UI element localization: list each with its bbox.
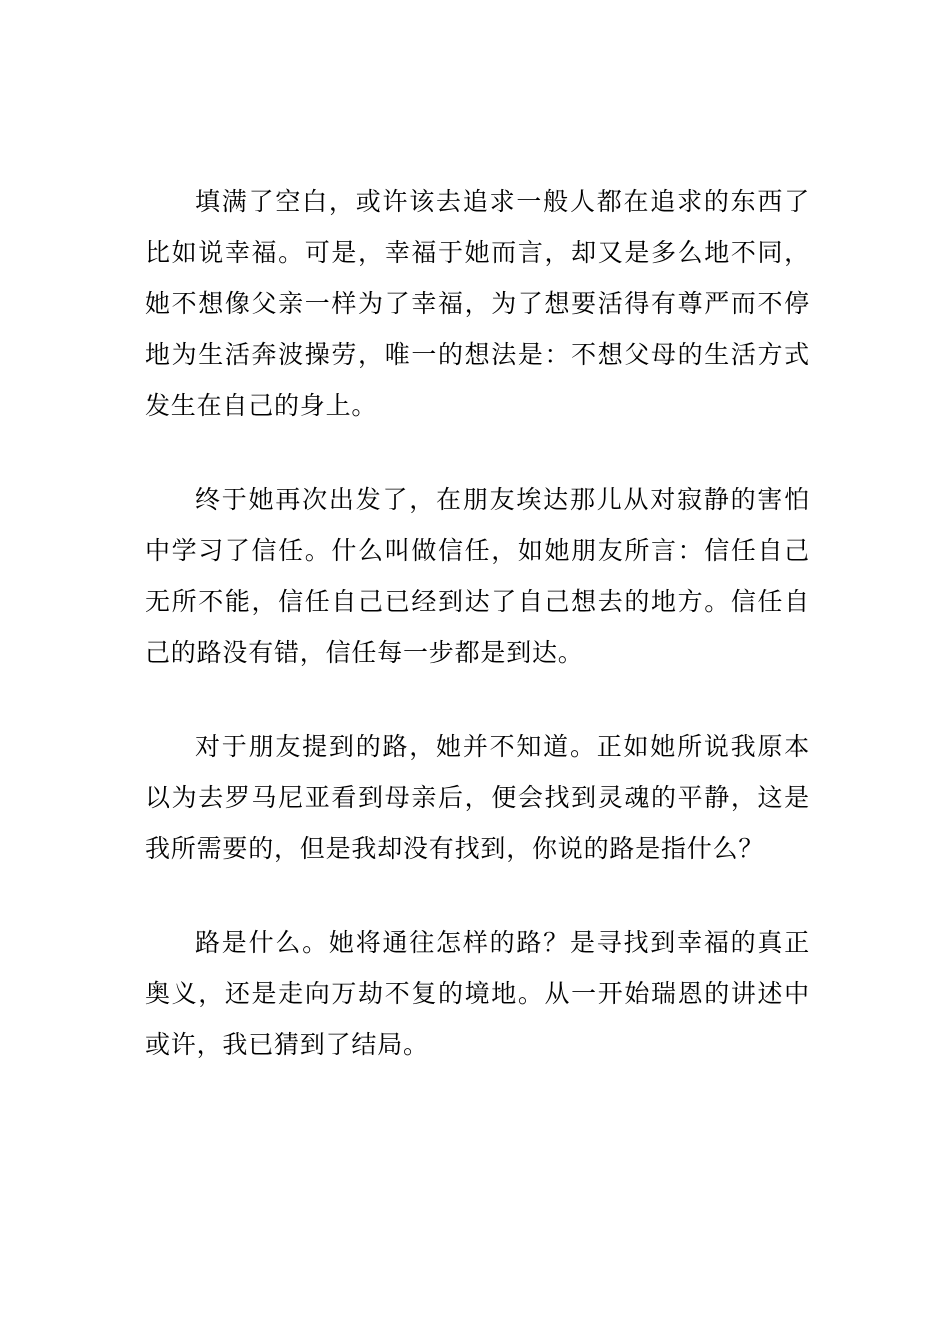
document-body <box>145 176 810 1070</box>
paragraph-2: 终于她再次出发了，在朋友埃达那儿从对寂静的害怕中学习了信任。什么叫做信任，如她朋友所言：信任自己无所不能，信任自己已经到达了自己想去的地方。信任自己的路没有错，信任每一步都是到达。 <box>145 485 810 667</box>
paragraph-4: 路是什么。她将通往怎样的路？是寻找到幸福的真正奥义，还是走向万劫不复的境地。从一开始瑞恩的讲述中或许，我已猜到了结局。 <box>145 928 810 1059</box>
paragraph-1: 填满了空白，或许该去追求一般人都在追求的东西了比如说幸福。可是，幸福于她而言，却又是多么地不同，她不想像父亲一样为了幸福，为了想要活得有尊严而不停地为生活奔波操劳，唯一的想法是：不想父母的生活方式发生在自己的身上。 <box>145 187 810 420</box>
paragraph-3: 对于朋友提到的路，她并不知道。正如她所说我原本以为去罗马尼亚看到母亲后，便会找到灵魂的平静，这是我所需要的，但是我却没有找到，你说的路是指什么？ <box>145 732 810 863</box>
